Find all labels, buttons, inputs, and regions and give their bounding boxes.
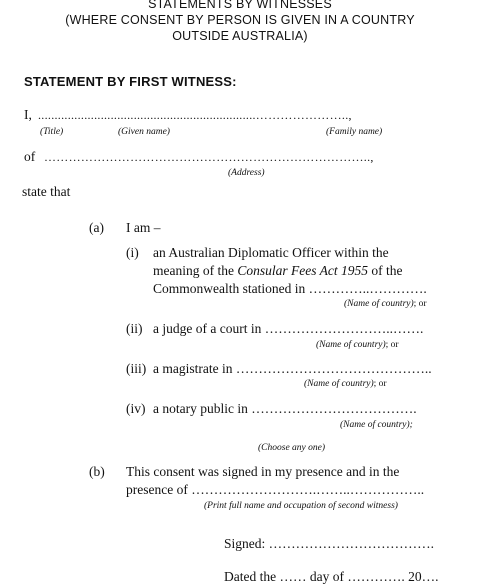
sub-i-label: (i) (126, 245, 139, 260)
sub-ii-caption: (Name of country); or (316, 340, 399, 350)
item-b-label: (b) (89, 464, 105, 479)
section-heading: STATEMENT BY FIRST WITNESS: (24, 74, 237, 89)
name-prefix: I, (24, 107, 32, 122)
sub-iii-label: (iii) (126, 361, 147, 376)
sub-iii-text[interactable]: a magistrate in …………………………………….. (153, 361, 432, 376)
state-that-text: state that (22, 184, 71, 199)
caption-family-name: (Family name) (326, 127, 383, 137)
address-prefix: of (24, 149, 36, 164)
item-a-label: (a) (89, 220, 104, 235)
choose-any-one-note: (Choose any one) (258, 443, 326, 453)
name-fill-line[interactable]: ..................................................................………………….., (38, 108, 352, 122)
act-name: Consular Fees Act 1955 (237, 263, 368, 278)
sub-iv-label: (iv) (126, 401, 146, 416)
item-b-caption: (Print full name and occupation of second witness) (204, 501, 398, 511)
sub-i-caption: (Name of country); or (344, 299, 427, 309)
caption-title: (Title) (40, 127, 64, 137)
sub-i-line-3[interactable]: Commonwealth stationed in …………..…………. (153, 281, 427, 296)
sub-iv-caption: (Name of country); (340, 420, 413, 430)
address-fill-line[interactable]: …………………………………………………………………….., (44, 150, 374, 164)
document-title-line-2: (WHERE CONSENT BY PERSON IS GIVEN IN A COUNTRY (65, 13, 415, 27)
sub-i-line-2: meaning of the Consular Fees Act 1955 of the (153, 263, 403, 278)
sub-i-line-1: an Australian Diplomatic Officer within the (153, 245, 389, 260)
document-title-line-1: STATEMENTS BY WITNESSES (148, 0, 332, 11)
caption-given-name: (Given name) (118, 127, 170, 137)
sub-ii-text[interactable]: a judge of a court in ………………………..……. (153, 321, 424, 336)
item-b-line-2[interactable]: presence of ……………………….……..…………….. (126, 482, 425, 497)
sub-ii-label: (ii) (126, 321, 143, 336)
sub-iv-text[interactable]: a notary public in ………………………………. (153, 401, 417, 416)
signed-line[interactable]: Signed: ………………………………. (224, 536, 435, 551)
sub-iii-caption: (Name of country); or (304, 379, 387, 389)
item-b-line-1: This consent was signed in my presence and in the (126, 464, 400, 479)
caption-address: (Address) (228, 168, 265, 178)
item-a-lead: I am – (126, 220, 161, 235)
document-title-line-3: OUTSIDE AUSTRALIA) (172, 29, 308, 43)
dated-line[interactable]: Dated the …… day of …………. 20…. (224, 569, 439, 584)
